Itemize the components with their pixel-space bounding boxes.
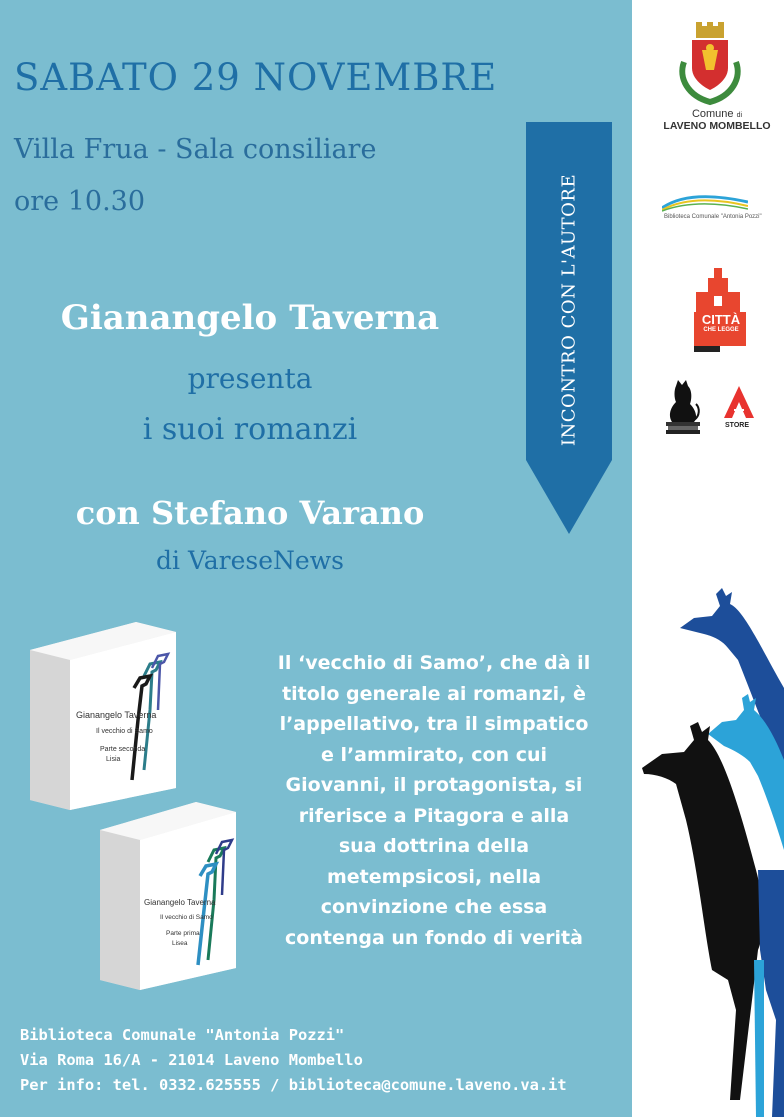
book-cover-part-one bbox=[96, 800, 246, 990]
store-label: STORE bbox=[725, 422, 749, 429]
book-2-title: Il vecchio di Samo bbox=[160, 914, 213, 921]
description-line: sua dottrina della bbox=[338, 835, 530, 857]
banner-label: INCONTRO CON L'AUTORE bbox=[558, 173, 580, 447]
event-time: ore 10.30 bbox=[14, 186, 146, 217]
event-date: SABATO 29 NOVEMBRE bbox=[14, 56, 498, 99]
library-logo-icon bbox=[662, 192, 748, 216]
book-1-title: Il vecchio di Samo bbox=[96, 728, 153, 735]
description-line: Giovanni, il protagonista, si bbox=[285, 774, 583, 796]
event-description bbox=[254, 648, 614, 953]
book-1-author: Gianangelo Taverna bbox=[76, 710, 157, 720]
footer-contact: Per info: tel. 0332.625555 / biblioteca@comune.laveno.va.it bbox=[20, 1076, 567, 1094]
book-cover-image bbox=[96, 800, 246, 990]
novels-text: i suoi romanzi bbox=[142, 412, 358, 447]
book-1-subtitle: Lisia bbox=[106, 756, 121, 763]
incontro-banner bbox=[526, 122, 612, 534]
sponsor-sidebar bbox=[632, 0, 784, 1117]
municipality-label: LAVENO MOMBELLO bbox=[663, 120, 771, 132]
municipality-of: di bbox=[736, 112, 743, 119]
book-1-part: Parte seconda bbox=[100, 746, 146, 753]
footer-library: Biblioteca Comunale "Antonia Pozzi" bbox=[20, 1026, 345, 1044]
description-line: metempsicosi, nella bbox=[326, 865, 542, 888]
store-logo-icon bbox=[724, 386, 754, 422]
cat-on-books-icon bbox=[662, 380, 702, 440]
coat-of-arms-icon bbox=[676, 22, 744, 110]
description-line: Il ‘vecchio di Samo’, che dà il bbox=[277, 652, 591, 674]
guest-outlet: di VareseNews bbox=[156, 546, 344, 575]
book-2-part: Parte prima bbox=[166, 930, 200, 937]
description-line: riferisce a Pitagora e alla bbox=[298, 804, 570, 827]
description-line: l’appellativo, tra il simpatico bbox=[279, 713, 589, 735]
library-logo-text: Biblioteca Comunale "Antonia Pozzi" bbox=[664, 214, 762, 220]
description-line: e l’ammirato, con cui bbox=[320, 743, 548, 766]
book-2-author: Gianangelo Taverna bbox=[144, 898, 216, 907]
description-line: contenga un fondo di verità bbox=[285, 926, 583, 949]
guest-name: con Stefano Varano bbox=[75, 494, 425, 532]
presents-text: presenta bbox=[187, 362, 313, 395]
book-2-subtitle: Lisea bbox=[172, 940, 188, 947]
municipality-prefix: Comune bbox=[691, 108, 734, 120]
giraffes-illustration bbox=[632, 570, 784, 1117]
footer-address: Via Roma 16/A - 21014 Laveno Mombello bbox=[20, 1051, 363, 1069]
description-line: convinzione che essa bbox=[320, 896, 548, 918]
author-name: Gianangelo Taverna bbox=[60, 298, 440, 338]
citta-che-legge-label bbox=[696, 313, 746, 334]
citta-line-1: CITTÀ bbox=[701, 312, 741, 327]
book-cover-part-two bbox=[26, 620, 186, 810]
municipality-name bbox=[652, 108, 782, 132]
citta-line-2: CHE LEGGE bbox=[703, 327, 739, 333]
description-line: titolo generale ai romanzi, è bbox=[282, 682, 586, 705]
event-venue: Villa Frua - Sala consiliare bbox=[14, 134, 377, 165]
